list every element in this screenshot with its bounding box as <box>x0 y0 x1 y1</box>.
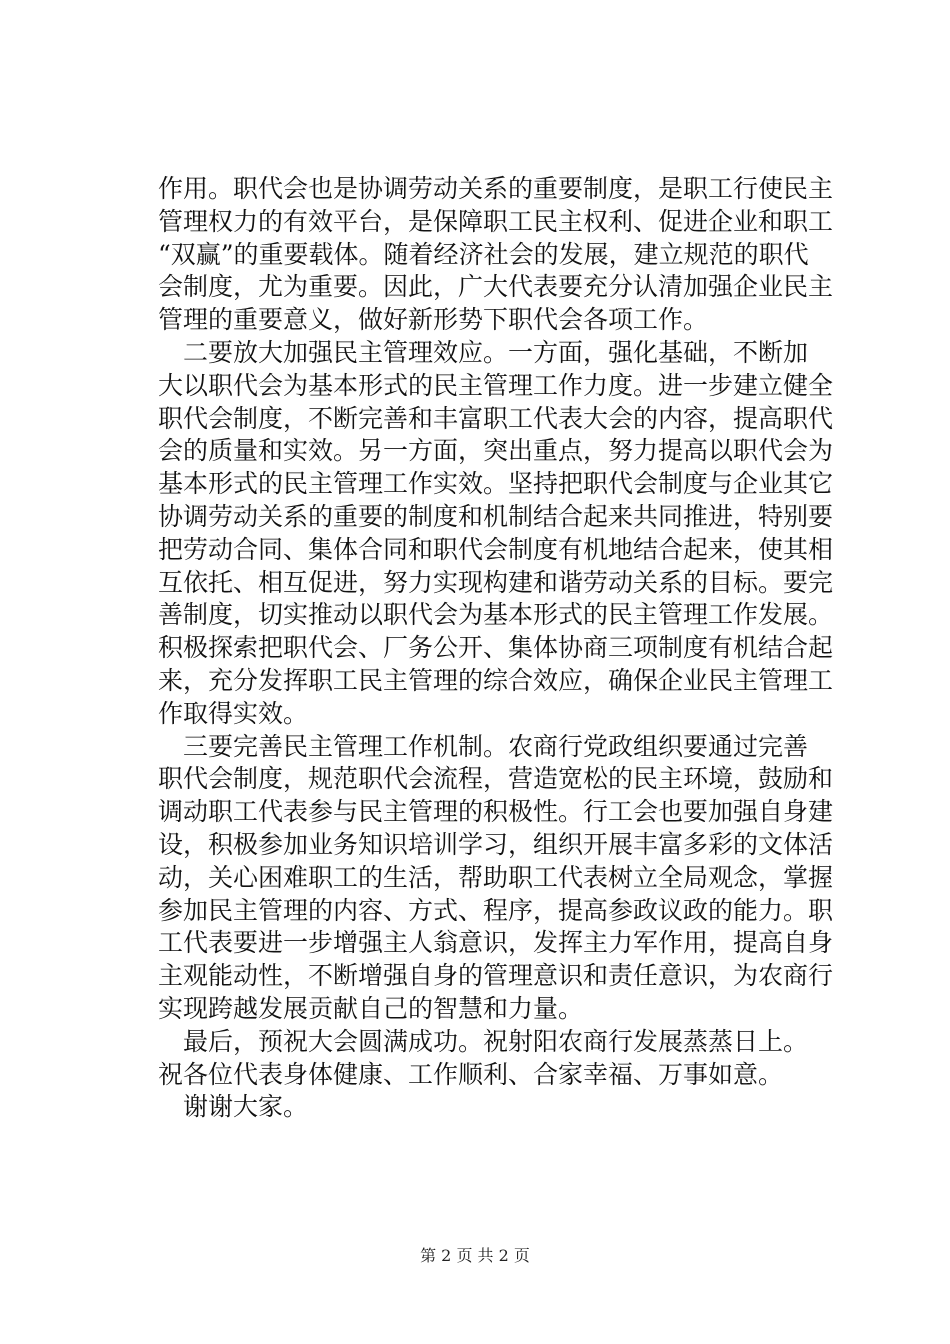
text-line: 会的质量和实效。另一方面，突出重点，努力提高以职代会为 <box>158 436 834 466</box>
text-line: 作取得实效。 <box>158 698 309 728</box>
page-number-footer: 第 2 页 共 2 页 <box>420 1246 530 1265</box>
text-line: 动，关心困难职工的生活，帮助职工代表树立全局观念，掌握 <box>158 862 834 892</box>
text-line: 善制度，切实推动以职代会为基本形式的民主管理工作发展。 <box>158 600 834 630</box>
text-line: 会制度，尤为重要。因此，广大代表要充分认清加强企业民主 <box>158 272 834 302</box>
text-line: 积极探索把职代会、厂务公开、集体协商三项制度有机结合起 <box>158 633 834 663</box>
text-line: 调动职工代表参与民主管理的积极性。行工会也要加强自身建 <box>158 797 834 827</box>
text-line: 基本形式的民主管理工作实效。坚持把职代会制度与企业其它 <box>158 469 834 499</box>
text-line: 管理的重要意义，做好新形势下职代会各项工作。 <box>158 305 709 335</box>
text-line: 工代表要进一步增强主人翁意识，发挥主力军作用，提高自身 <box>158 928 834 958</box>
text-line: 来，充分发挥职工民主管理的综合效应，确保企业民主管理工 <box>158 665 834 695</box>
text-line: 互依托、相互促进，努力实现构建和谐劳动关系的目标。要完 <box>158 567 834 597</box>
closing-line: 谢谢大家。 <box>183 1092 309 1122</box>
text-line: 职代会制度，规范职代会流程，营造宽松的民主环境，鼓励和 <box>158 764 834 794</box>
paragraph-start-line: 二要放大加强民主管理效应。一方面，强化基础，不断加 <box>183 337 809 367</box>
text-line: 协调劳动关系的重要的制度和机制结合起来共同推进，特别要 <box>158 501 834 531</box>
text-line: 大以职代会为基本形式的民主管理工作力度。进一步建立健全 <box>158 370 834 400</box>
text-line: 主观能动性，不断增强自身的管理意识和责任意识，为农商行 <box>158 961 834 991</box>
text-line: “双赢”的重要载体。随着经济社会的发展，建立规范的职代 <box>158 239 809 269</box>
text-line: 设，积极参加业务知识培训学习，组织开展丰富多彩的文体活 <box>158 829 834 859</box>
text-line: 管理权力的有效平台，是保障职工民主权利、促进企业和职工 <box>158 206 834 236</box>
paragraph-start-line: 三要完善民主管理工作机制。农商行党政组织要通过完善 <box>183 731 809 761</box>
text-line: 祝各位代表身体健康、工作顺利、合家幸福、万事如意。 <box>158 1059 784 1089</box>
text-line: 参加民主管理的内容、方式、程序，提高参政议政的能力。职 <box>158 895 834 925</box>
paragraph-start-line: 最后，预祝大会圆满成功。祝射阳农商行发展蒸蒸日上。 <box>183 1026 809 1056</box>
text-line: 职代会制度，不断完善和丰富职工代表大会的内容，提高职代 <box>158 403 834 433</box>
document-body <box>158 173 834 1124</box>
text-line: 实现跨越发展贡献自己的智慧和力量。 <box>158 993 584 1023</box>
text-line: 作用。职代会也是协调劳动关系的重要制度，是职工行使民主 <box>158 174 834 203</box>
text-line: 把劳动合同、集体合同和职代会制度有机地结合起来，使其相 <box>158 534 834 564</box>
